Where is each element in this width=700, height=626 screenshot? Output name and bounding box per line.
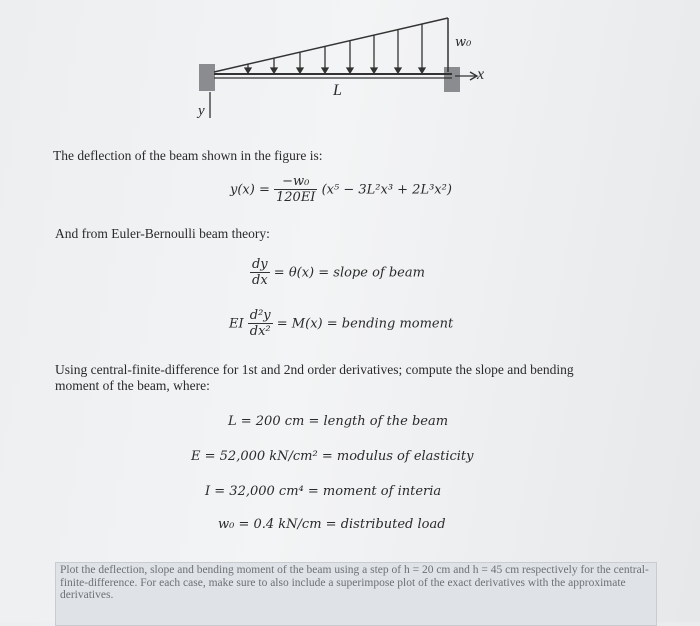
- load-arrows: [245, 24, 425, 73]
- param-load: w₀ = 0.4 kN/cm = distributed load: [218, 517, 446, 532]
- beam-figure: [0, 0, 700, 140]
- load-slope-line: [214, 18, 448, 72]
- bottom-instruction-text: Plot the deflection, slope and bending moment of the beam using a step of h = 20 cm and h = 45 cm respectively for the central-finite-difference. For each case, make sure to also include a superimpose plot of the exact derivatives with the approximate derivatives.: [60, 564, 649, 601]
- task-line-2: moment of the beam, where:: [55, 378, 210, 393]
- deflection-rhs: (x⁵ − 3L²x³ + 2L³x²): [321, 182, 452, 198]
- moment-rhs: = M(x) = bending moment: [276, 316, 454, 332]
- left-support: [199, 64, 215, 91]
- param-length: L = 200 cm = length of the beam: [228, 414, 449, 429]
- euler-intro-text: And from Euler-Bernoulli beam theory:: [55, 226, 270, 241]
- param-inertia: I = 32,000 cm⁴ = moment of interia: [205, 484, 442, 499]
- moment-equation: [229, 309, 453, 339]
- deflection-lhs: y(x) =: [230, 182, 270, 198]
- moment-lhs: EI: [229, 316, 244, 332]
- slope-denominator: dx: [252, 273, 268, 288]
- moment-numerator: d²y: [249, 308, 271, 323]
- right-support: [444, 67, 460, 92]
- deflection-numerator: −w₀: [282, 174, 310, 189]
- slope-equation: [250, 258, 425, 288]
- slope-numerator: dy: [251, 257, 268, 272]
- y-label: y: [198, 103, 205, 119]
- load-label: w₀: [455, 35, 472, 50]
- length-label: L: [333, 82, 342, 99]
- intro-text: The deflection of the beam shown in the figure is:: [53, 148, 323, 163]
- slope-rhs: = θ(x) = slope of beam: [273, 265, 425, 281]
- task-line-1: Using central-finite-difference for 1st and 2nd order derivatives; compute the slope and bending: [55, 362, 574, 377]
- moment-denominator: dx²: [249, 324, 271, 339]
- deflection-denominator: 120EI: [276, 190, 316, 205]
- x-label: x: [477, 66, 485, 83]
- param-modulus: E = 52,000 kN/cm² = modulus of elasticity: [191, 449, 474, 464]
- deflection-equation: [230, 175, 452, 205]
